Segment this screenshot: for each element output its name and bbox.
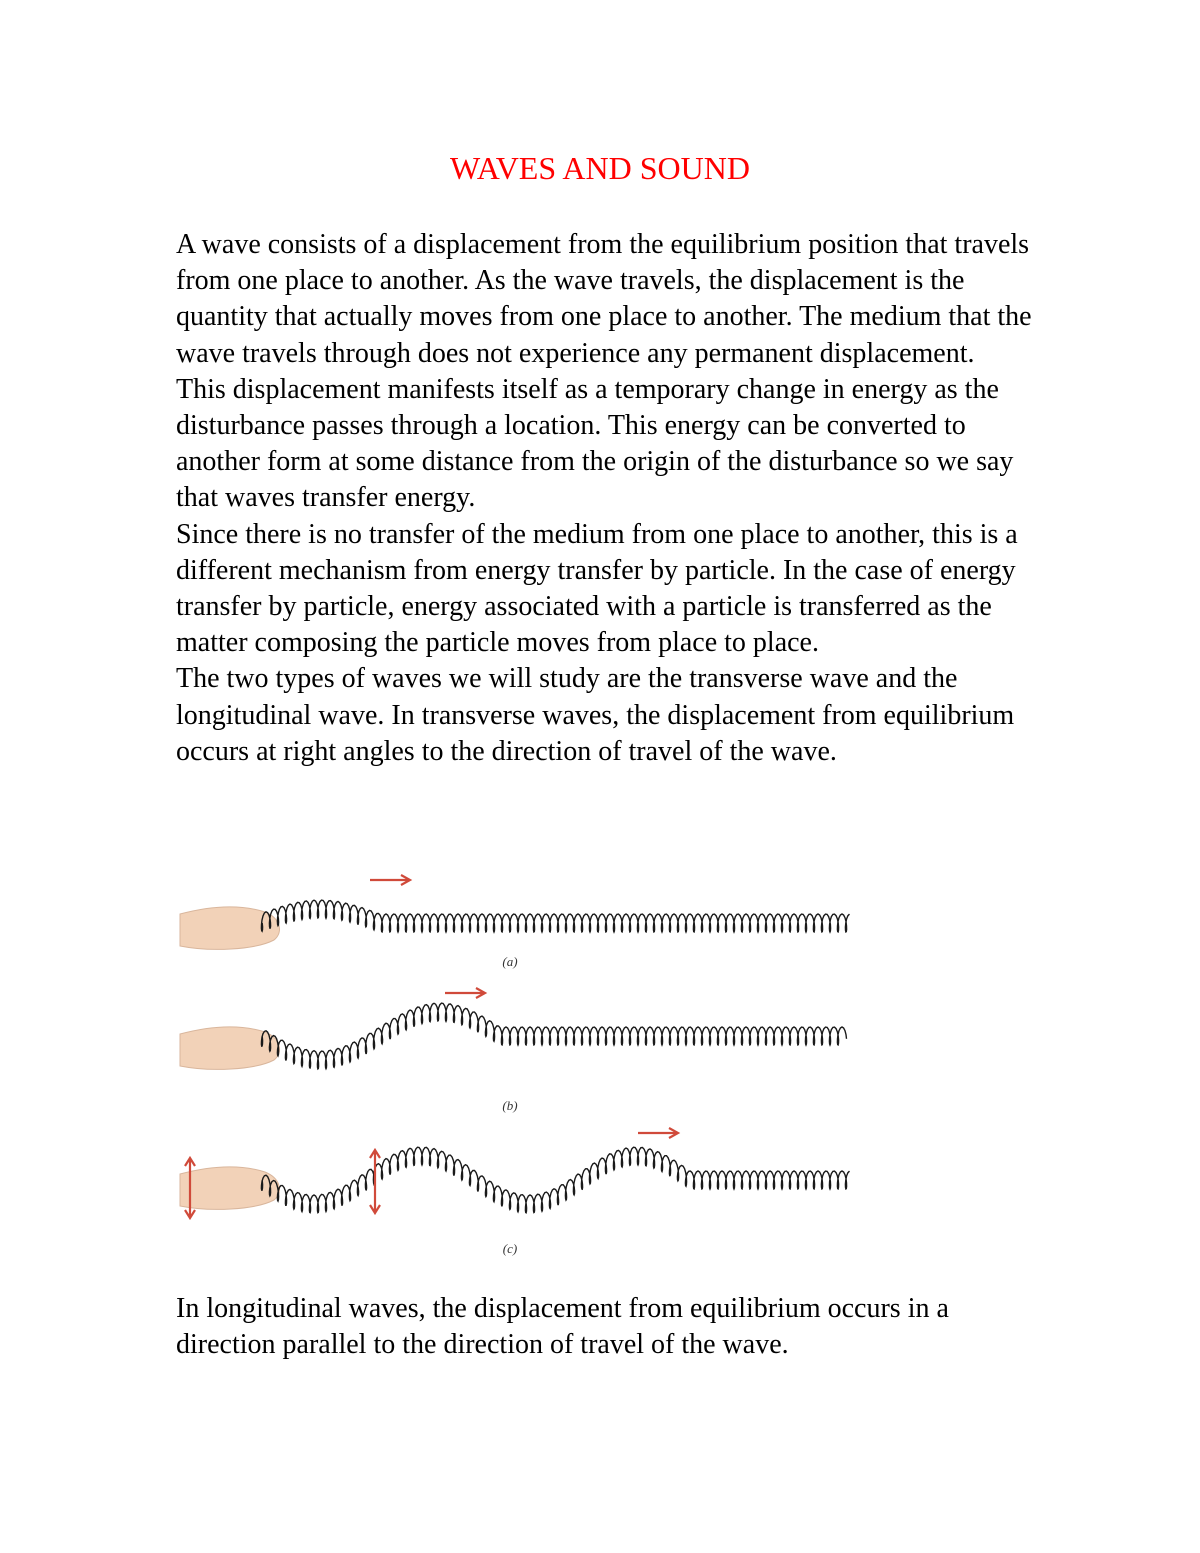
travel-direction-arrow-icon: [638, 1128, 678, 1138]
paragraph-particle-transfer: Since there is no transfer of the medium from one place to another, this is a different mechanism from energy transfer by particle. In the case of energy transfer by particle, energy associated with a particle is transferred as the matter composing the particle moves from place to place.: [176, 518, 1018, 659]
figure-svg: [170, 868, 860, 1268]
body-text-longitudinal: [176, 1291, 1036, 1363]
figure-panel-c: [180, 1128, 850, 1256]
hand-icon: [180, 1167, 280, 1209]
travel-direction-arrow-icon: [445, 988, 485, 998]
vertical-motion-arrow-icon: [370, 1150, 380, 1213]
travel-direction-arrow-icon: [370, 875, 410, 885]
figure-panel-a: [180, 875, 850, 969]
hand-icon: [180, 1027, 280, 1069]
page-title: WAVES AND SOUND: [450, 150, 750, 186]
paragraph-energy-transfer: This displacement manifests itself as a temporary change in energy as the disturbance passes through a location. This energy can be converted to another form at some distance from the origin of the disturbance so we say that waves transfer energy.: [176, 373, 1014, 514]
figure-panel-b: [180, 988, 847, 1113]
slinky-coil-b: [261, 1003, 846, 1069]
caption-b: (b): [502, 1098, 518, 1113]
slinky-coil-a: [261, 900, 849, 932]
body-text: [176, 227, 1036, 770]
paragraph-wave-definition: A wave consists of a displacement from the equilibrium position that travels from one place to another. As the wave travels, the displacement is the quantity that actually moves from one place to another. The medium that the wave travels through does not experience any permanent displacement.: [176, 229, 1032, 369]
caption-a: (a): [502, 954, 518, 969]
slinky-coil-c: [261, 1147, 849, 1213]
slinky-transverse-wave-figure: [170, 868, 860, 1268]
paragraph-longitudinal: In longitudinal waves, the displacement from equilibrium occurs in a direction parallel to the direction of travel of the wave.: [176, 1293, 949, 1361]
paragraph-wave-types: The two types of waves we will study are the transverse wave and the longitudinal wave. In transverse waves, the displacement from equilibrium occurs at right angles to the direction of travel of the wave.: [176, 663, 1015, 767]
caption-c: (c): [502, 1241, 518, 1256]
